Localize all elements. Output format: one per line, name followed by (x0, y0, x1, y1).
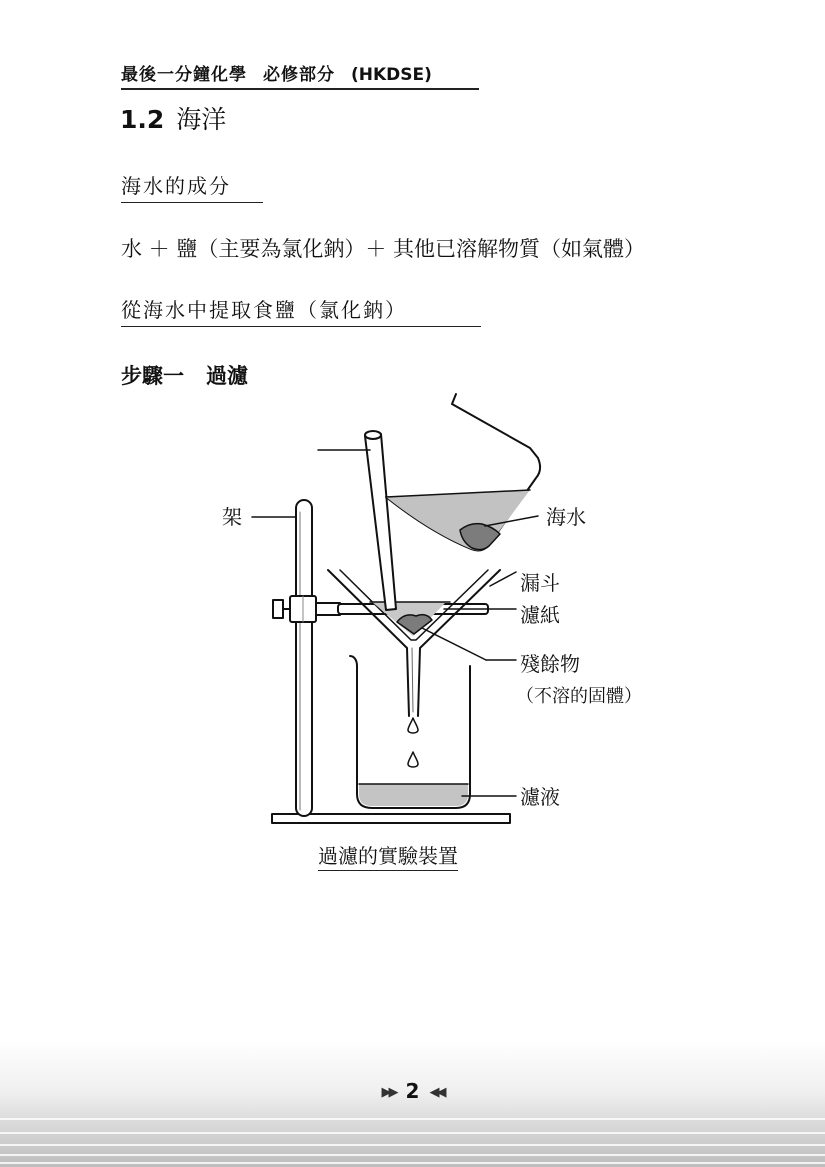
label-stand: 架 (222, 505, 242, 529)
section-name: 海洋 (176, 105, 227, 134)
exam-label: (HKDSE) (351, 65, 432, 85)
page-number (0, 1078, 825, 1106)
filtration-diagram (200, 390, 680, 830)
step-name: 過濾 (206, 364, 248, 388)
label-residue-note: （不溶的固體） (516, 686, 642, 707)
step-label: 步驟一 (121, 364, 184, 388)
diagram-caption: 過濾的實驗裝置 (318, 843, 458, 871)
page-number-value: 2 (405, 1079, 420, 1103)
section-number: 1.2 (120, 105, 165, 134)
label-filtrate: 濾液 (520, 785, 560, 809)
step-heading (121, 362, 248, 390)
seawater-formula: 水 ＋ 鹽（主要為氯化鈉）＋ 其他已溶解物質（如氣體） (121, 237, 646, 261)
label-funnel: 漏斗 (520, 571, 560, 595)
forward-arrow-icon: ▶▶ (381, 1085, 396, 1100)
back-arrow-icon: ◀◀ (429, 1085, 444, 1100)
seawater-liquid (386, 490, 530, 550)
label-residue: 殘餘物 (520, 652, 580, 676)
glass-rod (365, 434, 396, 610)
clamp-screw (273, 600, 283, 618)
extraction-heading: 從海水中提取食鹽（氯化鈉） (121, 297, 481, 327)
water-drop (408, 718, 418, 733)
filter-funnel (328, 570, 500, 716)
book-title: 最後一分鐘化學 (121, 65, 247, 85)
composition-heading: 海水的成分 (121, 173, 263, 203)
stand-rod (296, 500, 312, 816)
filtrate-liquid (359, 784, 468, 806)
section-title (120, 104, 226, 136)
clamp-arm (316, 603, 340, 615)
page-header (121, 64, 479, 90)
label-filter-paper: 濾紙 (520, 603, 560, 627)
label-seawater: 海水 (546, 505, 586, 529)
book-subtitle: 必修部分 (263, 65, 335, 85)
